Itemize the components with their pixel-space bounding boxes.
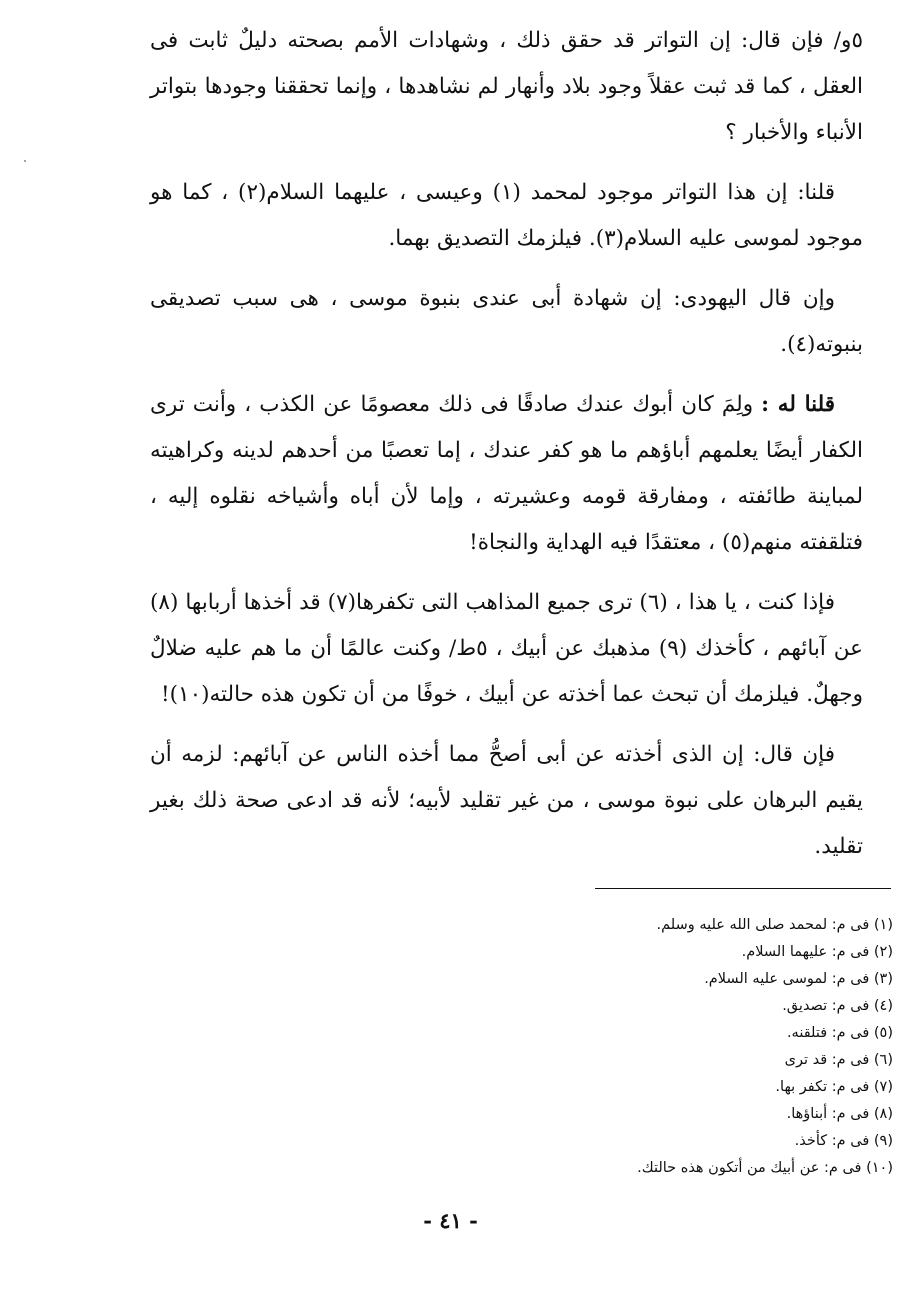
- footnote-9: (٩) فى م: كأخذ.: [794, 1133, 893, 1149]
- main-text: [150, 18, 863, 884]
- footnote-8: (٨) فى م: أبناؤها.: [786, 1106, 893, 1122]
- paragraph-2: [150, 170, 863, 262]
- paragraph-5: [150, 580, 863, 718]
- footnote-3: (٣) فى م: لموسى عليه السلام.: [704, 971, 893, 987]
- paragraph-6: [150, 732, 863, 870]
- footnotes-list: [333, 912, 893, 1182]
- paragraph-5-text: فإذا كنت ، يا هذا ، (٦) ترى جميع المذاهب التى تكفرها(٧) قد أخذها أربابها (٨) عن آبائهم ، كأخذك (٩) مذهبك عن أبيك ، ٥ط/ وكنت عالمًا أن ما هم عليه ضلالٌ وجهلٌ. فيلزمك أن تبحث عما أخذته عن أبيك ، خوفًا من أن تكون هذه حالته(١٠)!: [150, 590, 863, 707]
- footnote-1: (١) فى م: لمحمد صلى الله عليه وسلم.: [656, 917, 893, 933]
- paragraph-1: [150, 18, 863, 156]
- paragraph-4: [150, 382, 863, 566]
- paragraph-4-text: ولِمَ كان أبوك عندك صادقًا فى ذلك معصومًا عن الكذب ، وأنت ترى الكفار أيضًا يعلمهم أباؤهم ما هو كفر عندك ، إما تعصبًا من أحدهم لدينه وكراهيته لمباينة طائفته ، ومفارقة قومه وعشيرته ، وإما لأن أباه وأشياخه نقلوه إليه ، فتلقفته منهم(٥) ، معتقدًا فيه الهداية والنجاة!: [150, 392, 863, 555]
- paragraph-4-lead: قلنا له :: [761, 392, 836, 417]
- footnote-separator: [595, 888, 891, 889]
- footnote-5: (٥) فى م: فتلقنه.: [786, 1025, 893, 1041]
- paragraph-3-text: وإن قال اليهودى: إن شهادة أبى عندى بنبوة موسى ، هى سبب تصديقى بنبوته(٤).: [150, 286, 863, 357]
- paragraph-1-text: ٥و/ فإن قال: إن التواتر قد حقق ذلك ، وشهادات الأمم بصحته دليلٌ ثابت فى العقل ، كما قد ثبت عقلاً وجود بلاد وأنهار لم نشاهدها ، وإنما تحققنا وجودها بتواتر الأنباء والأخبار ؟: [150, 28, 863, 145]
- paragraph-2-text: قلنا: إن هذا التواتر موجود لمحمد (١) وعيسى ، عليهما السلام(٢) ، كما هو موجود لموسى عليه السلام(٣). فيلزمك التصديق بهما.: [150, 180, 863, 251]
- footnote-10: (١٠) فى م: عن أبيك من أتكون هذه حالتك.: [637, 1160, 893, 1176]
- paragraph-6-text: فإن قال: إن الذى أخذته عن أبى أصحُّ مما أخذه الناس عن آبائهم: لزمه أن يقيم البرهان على نبوة موسى ، من غير تقليد لأبيه؛ لأنه قد ادعى صحة ذلك بغير تقليد.: [150, 742, 863, 859]
- footnote-6: (٦) فى م: قد ترى: [784, 1052, 893, 1068]
- footnote-7: (٧) فى م: تكفر بها.: [775, 1079, 893, 1095]
- footnote-2: (٢) فى م: عليهما السلام.: [741, 944, 893, 960]
- page-number: - ٤١ -: [423, 1208, 478, 1233]
- scan-speck: [24, 160, 26, 162]
- paragraph-3: [150, 276, 863, 368]
- footnote-4: (٤) فى م: تصديق.: [782, 998, 893, 1014]
